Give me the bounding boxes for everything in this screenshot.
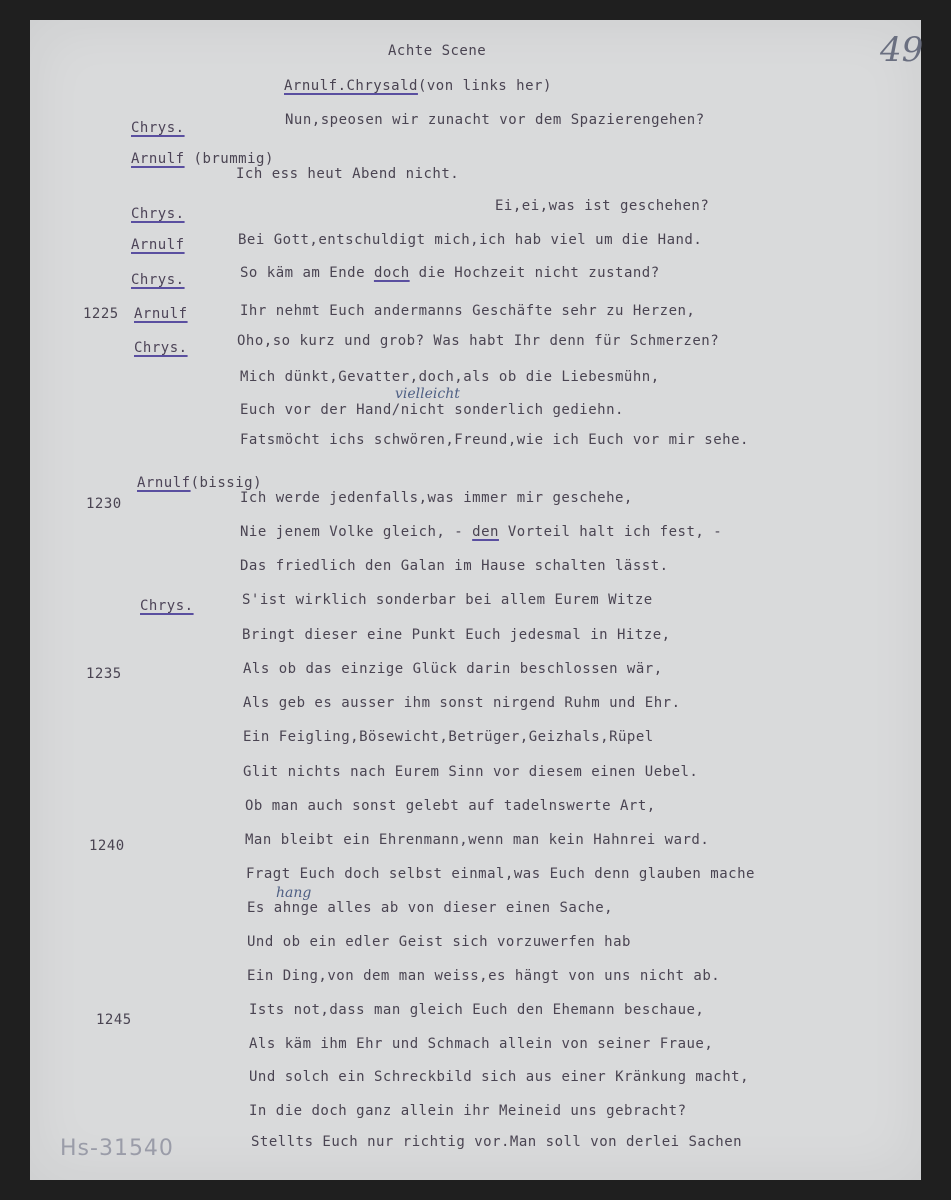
speaker: Arnulf	[137, 475, 191, 491]
verse-line: Fatsmöcht ichs schwören,Freund,wie ich Euch vor mir sehe.	[240, 432, 749, 448]
verse-line: S'ist wirklich sonderbar bei allem Eurem Witze	[242, 592, 653, 608]
speaker-with-direction	[137, 475, 262, 491]
speaker: Arnulf	[131, 151, 185, 167]
verse-line: Ich werde jedenfalls,was immer mir geschehe,	[240, 490, 633, 506]
verse-line	[240, 265, 660, 281]
stage-direction: (bissig)	[190, 475, 263, 491]
verse-text: Nie jenem Volke gleich, -	[240, 524, 473, 540]
stage-direction: (brummig)	[193, 151, 274, 167]
line-number: 1245	[96, 1012, 132, 1028]
cast-direction: (von links her)	[417, 78, 552, 94]
verse-line: Und solch ein Schreckbild sich aus einer Kränkung macht,	[249, 1069, 750, 1085]
verse-line: Euch vor der Hand/nicht sonderlich gediehn.	[240, 402, 624, 418]
handwritten-annotation: hang	[276, 885, 312, 901]
verse-line: Mich dünkt,Gevatter,doch,als ob die Liebesmühn,	[240, 369, 660, 385]
verse-line: Bringt dieser eine Punkt Euch jedesmal in Hitze,	[242, 627, 671, 643]
verse-line: Ei,ei,was ist geschehen?	[495, 198, 710, 214]
cast-line	[284, 78, 552, 94]
line-number: 1240	[89, 838, 125, 854]
speaker: Chrys.	[131, 206, 185, 222]
verse-text: die Hochzeit nicht zustand?	[409, 265, 660, 281]
verse-line: Das friedlich den Galan im Hause schalten lässt.	[240, 558, 669, 574]
verse-line: Stellts Euch nur richtig vor.Man soll von derlei Sachen	[251, 1134, 743, 1150]
line-number: 1225	[83, 306, 119, 322]
archive-shelfmark: Hs-31540	[60, 1136, 174, 1161]
line-number: 1230	[86, 496, 122, 512]
verse-line: Bei Gott,entschuldigt mich,ich hab viel um die Hand.	[238, 232, 703, 248]
verse-line: Oho,so kurz und grob? Was habt Ihr denn für Schmerzen?	[237, 333, 720, 349]
speaker: Chrys.	[140, 598, 194, 614]
verse-line: Als geb es ausser ihm sonst nirgend Ruhm und Ehr.	[243, 695, 681, 711]
verse-line: Fragt Euch doch selbst einmal,was Euch denn glauben mache	[246, 866, 755, 882]
verse-line: Als ob das einzige Glück darin beschlossen wär,	[243, 661, 663, 677]
speaker: Chrys.	[131, 272, 185, 288]
verse-line: Glit nichts nach Eurem Sinn vor diesem einen Uebel.	[243, 764, 699, 780]
speaker: Chrys.	[134, 340, 188, 356]
verse-text: So käm am Ende	[240, 265, 374, 281]
speaker: Arnulf	[131, 237, 185, 253]
verse-line: Man bleibt ein Ehrenmann,wenn man kein Hahnrei ward.	[245, 832, 710, 848]
verse-line: Nun,speosen wir zunacht vor dem Spazierengehen?	[285, 112, 705, 128]
verse-line: Ein Ding,von dem man weiss,es hängt von uns nicht ab.	[247, 968, 721, 984]
verse-line: Es ahnge alles ab von dieser einen Sache,	[247, 900, 614, 916]
verse-line: Ein Feigling,Bösewicht,Betrüger,Geizhals,Rüpel	[243, 729, 654, 745]
verse-line: Ihr nehmt Euch andermanns Geschäfte sehr zu Herzen,	[240, 303, 696, 319]
verse-text: Vorteil halt ich fest, -	[498, 524, 723, 540]
emphasized-word: den	[472, 524, 499, 540]
line-number: 1235	[86, 666, 122, 682]
scene-title: Achte Scene	[388, 43, 487, 59]
handwritten-annotation: vielleicht	[395, 386, 460, 402]
emphasized-word: doch	[373, 265, 410, 281]
verse-line: Ists not,dass man gleich Euch den Ehemann beschaue,	[249, 1002, 705, 1018]
cast-names: Arnulf.Chrysald	[284, 78, 418, 94]
verse-line: Und ob ein edler Geist sich vorzuwerfen hab	[247, 934, 631, 950]
verse-line: In die doch ganz allein ihr Meineid uns gebracht?	[249, 1103, 687, 1119]
verse-line: Ich ess heut Abend nicht.	[236, 166, 460, 182]
speaker-with-direction	[131, 151, 274, 167]
page-number: 49	[880, 30, 924, 70]
verse-line	[240, 524, 722, 540]
speaker: Chrys.	[131, 120, 185, 136]
speaker: Arnulf	[134, 306, 188, 322]
verse-line: Ob man auch sonst gelebt auf tadelnswerte Art,	[245, 798, 656, 814]
verse-line: Als käm ihm Ehr und Schmach allein von seiner Fraue,	[249, 1036, 714, 1052]
